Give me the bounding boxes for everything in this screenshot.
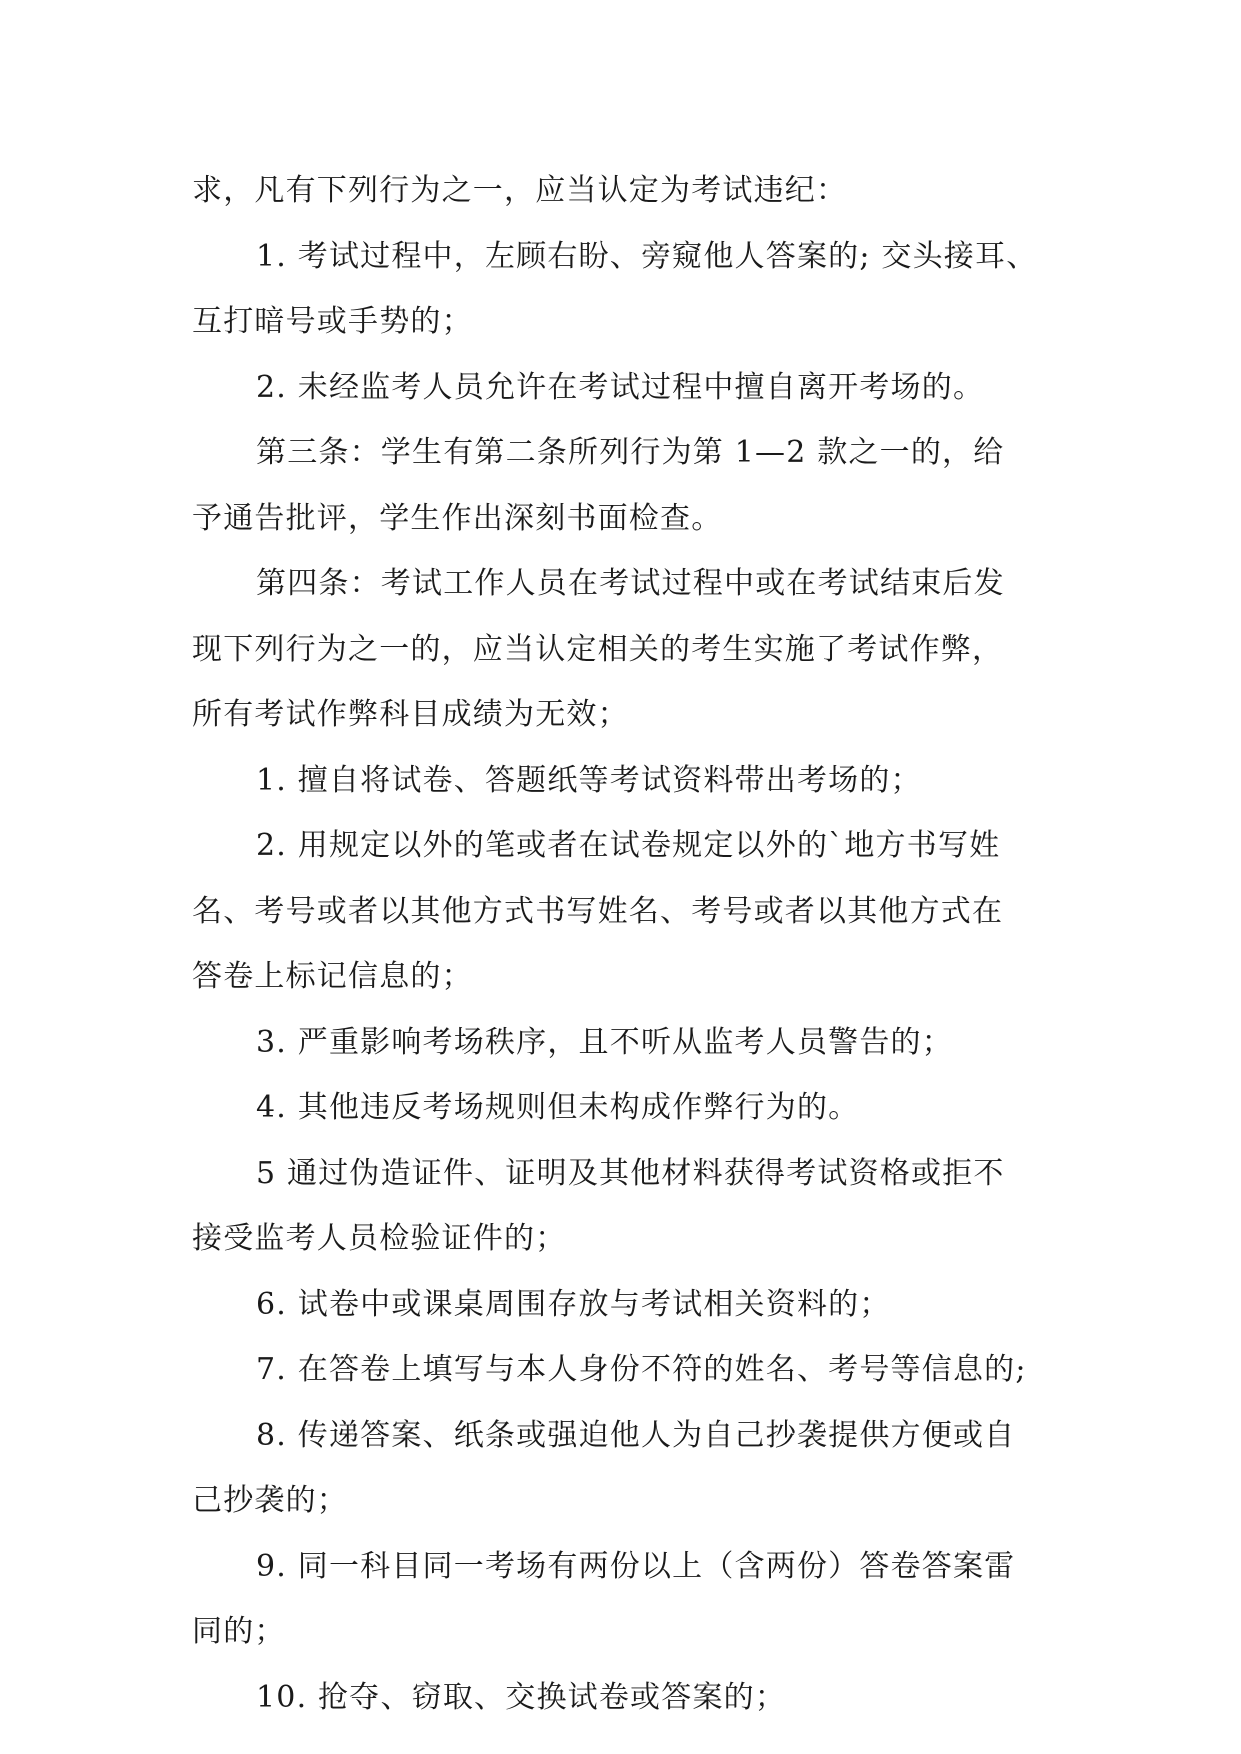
text-line: 所有考试作弊科目成绩为无效；: [192, 697, 629, 732]
text-line: 予通告批评，学生作出深刻书面检查。: [192, 500, 723, 536]
text-line: 5 通过伪造证件、证明及其他材料获得考试资格或拒不: [256, 1155, 1005, 1191]
text-line: 互打暗号或手势的；: [192, 304, 473, 339]
text-line: 2. 用规定以外的笔或者在试卷规定以外的`地方书写姓: [256, 828, 1001, 863]
text-line: 名、考号或者以其他方式书写姓名、考号或者以其他方式在: [192, 893, 1004, 929]
text-line: 第三条：学生有第二条所列行为第 1—2 款之一的，给: [256, 435, 1005, 470]
text-line: 10. 抢夺、窃取、交换试卷或答案的；: [256, 1679, 787, 1715]
text-line: 8. 传递答案、纸条或强迫他人为自己抄袭提供方便或自: [256, 1417, 1016, 1453]
text-line: 接受监考人员检验证件的；: [192, 1221, 567, 1256]
text-line: 求，凡有下列行为之一，应当认定为考试违纪：: [192, 173, 848, 208]
text-line: 己抄袭的；: [192, 1483, 348, 1518]
text-line: 现下列行为之一的，应当认定相关的考生实施了考试作弊，: [192, 631, 1004, 667]
text-line: 6. 试卷中或课桌周围存放与考试相关资料的；: [256, 1286, 891, 1322]
text-line: 同的；: [192, 1614, 286, 1649]
text-line: 9. 同一科目同一考场有两份以上（含两份）答卷答案雷: [256, 1548, 1016, 1584]
text-line: 3. 严重影响考场秩序，且不听从监考人员警告的；: [256, 1024, 953, 1060]
text-line: 答卷上标记信息的；: [192, 959, 473, 994]
text-line: 2. 未经监考人员允许在考试过程中擅自离开考场的。: [256, 369, 985, 405]
text-line: 4. 其他违反考场规则但未构成作弊行为的。: [256, 1090, 860, 1125]
text-line: 1. 考试过程中，左顾右盼、旁窥他人答案的; 交头接耳、: [256, 238, 1038, 274]
body-text: [192, 158, 1062, 1730]
text-line: 第四条：考试工作人员在考试过程中或在考试结束后发: [256, 566, 1005, 601]
text-line: 1. 擅自将试卷、答题纸等考试资料带出考场的；: [256, 762, 922, 798]
text-line: 7. 在答卷上填写与本人身份不符的姓名、考号等信息的;: [256, 1352, 1027, 1387]
